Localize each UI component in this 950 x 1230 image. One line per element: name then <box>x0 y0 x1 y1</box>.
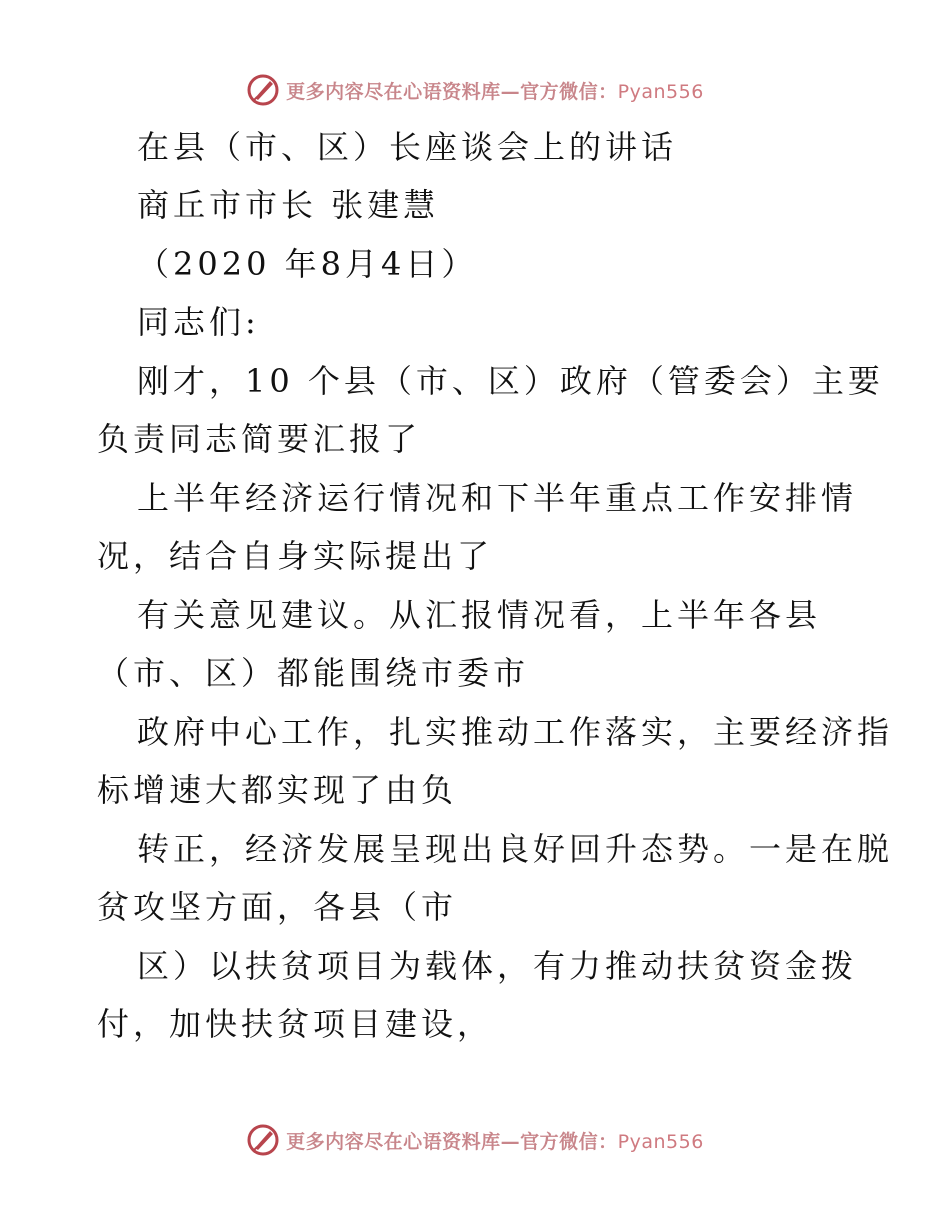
paragraph-line: 付，加快扶贫项目建设， <box>97 1005 494 1043</box>
paragraph-line: 有关意见建议。从汇报情况看，上半年各县 <box>137 596 822 634</box>
paragraph-line: 区）以扶贫项目为载体，有力推动扶贫资金拨 <box>137 947 858 985</box>
document-author: 商丘市市长 张建慧 <box>137 186 440 224</box>
footer-watermark <box>0 1120 950 1160</box>
watermark-text: 更多内容尽在心语资料库—官方微信：Pyan556 <box>286 80 704 103</box>
paragraph-line: 政府中心工作，扎实推动工作落实，主要经济指 <box>137 713 894 751</box>
document-title: 在县（市、区）长座谈会上的讲话 <box>137 128 678 166</box>
paragraph-line: 贫攻坚方面，各县（市 <box>97 888 458 926</box>
paragraph-line: 刚才，10 个县（市、区）政府（管委会）主要 <box>137 362 884 400</box>
paragraph-line: 况，结合自身实际提出了 <box>97 537 494 575</box>
paragraph-line: （市、区）都能围绕市委市 <box>97 654 530 692</box>
paragraph-line: 上半年经济运行情况和下半年重点工作安排情 <box>137 479 858 517</box>
paragraph-line: 转正，经济发展呈现出良好回升态势。一是在脱 <box>137 830 894 868</box>
watermark-text: 更多内容尽在心语资料库—官方微信：Pyan556 <box>286 1130 704 1153</box>
paragraph-line: 标增速大都实现了由负 <box>97 771 458 809</box>
quill-logo-icon <box>246 1123 280 1157</box>
paragraph-line: 负责同志简要汇报了 <box>97 420 422 458</box>
greeting: 同志们: <box>137 303 260 341</box>
document-date: （2020 年8月4日） <box>137 245 478 283</box>
